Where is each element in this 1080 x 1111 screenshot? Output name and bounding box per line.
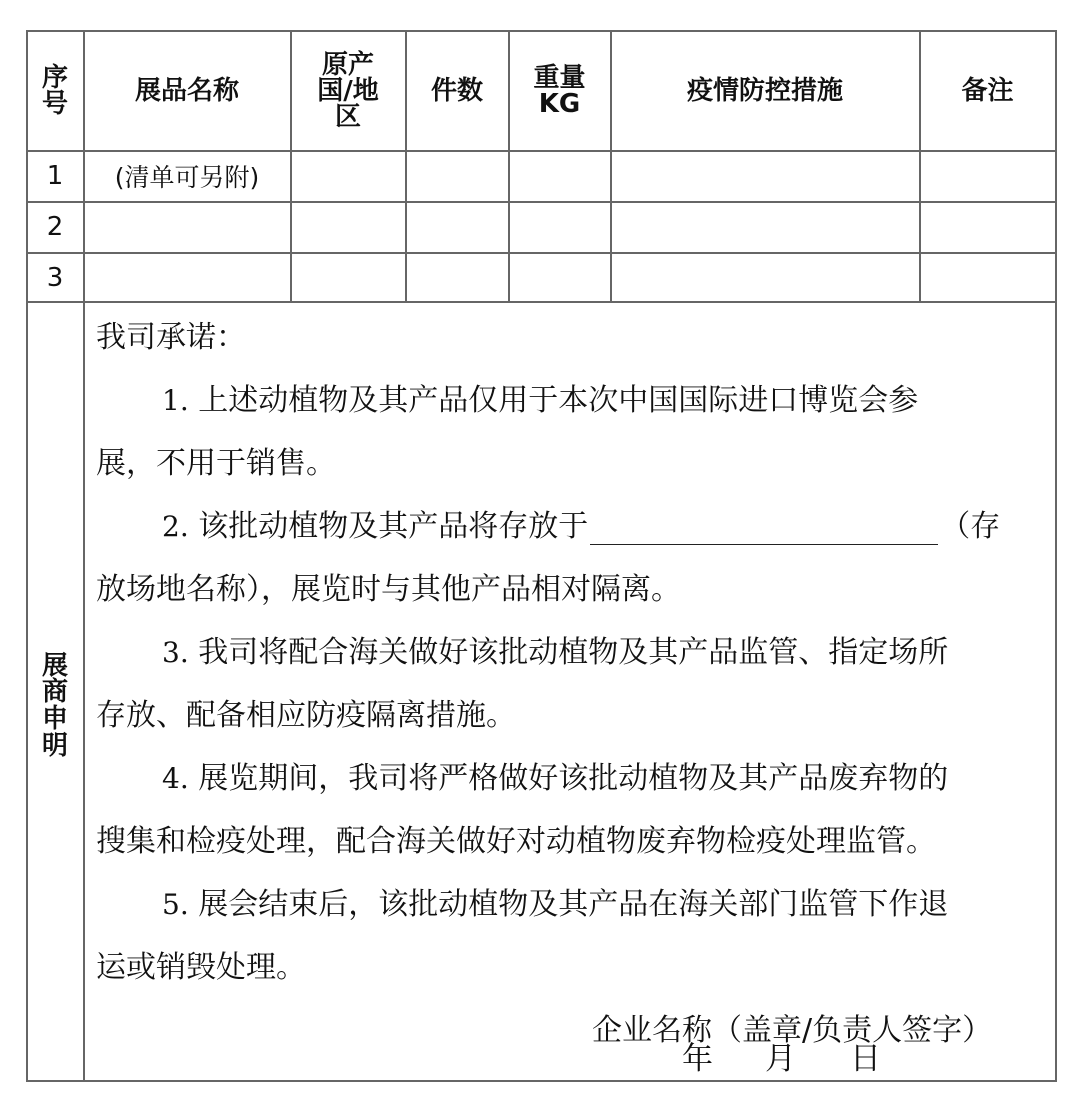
declaration-intro: 我司承诺： xyxy=(96,320,246,355)
table-border-right xyxy=(1055,30,1057,1082)
header-measures: 疫情防控措施 xyxy=(686,75,843,106)
item-text: 展会结束后，该批动植物及其产品在海关部门监管下作退 xyxy=(198,887,949,922)
header-origin: 原产 国/地 区 xyxy=(317,49,379,132)
declaration-label: 展 商 申 明 xyxy=(41,650,68,761)
date-month: 月 xyxy=(765,1041,796,1077)
declaration-item-4-line2: 搜集和检疫处理，配合海关做好对动植物废弃物检疫处理监管。 xyxy=(96,824,936,859)
date-day: 日 xyxy=(850,1041,881,1077)
row-divider xyxy=(26,252,1057,254)
declaration-item-2-line2: 放场地名称），展览时与其他产品相对隔离。 xyxy=(96,572,681,607)
row-divider xyxy=(26,301,1057,303)
table-row-seq: 1 xyxy=(46,161,64,191)
date-year: 年 xyxy=(682,1041,713,1077)
item-number: 4. xyxy=(162,762,189,795)
table-row-seq: 3 xyxy=(46,262,64,293)
item-number: 1. xyxy=(162,384,189,417)
storage-location-blank[interactable] xyxy=(590,514,938,545)
declaration-item-3-line2: 存放、配备相应防疫隔离措施。 xyxy=(96,698,516,733)
row-divider xyxy=(26,201,1057,203)
signature-line: 企业名称（盖章/负责人签字） xyxy=(592,1013,993,1048)
item-text: （存 xyxy=(940,509,1001,544)
declaration-item-5-line2: 运或销毁处理。 xyxy=(96,950,306,985)
header-remarks: 备注 xyxy=(961,75,1014,106)
header-weight: 重量 KG xyxy=(533,62,586,119)
item-number: 5. xyxy=(162,888,189,921)
item-text: 我司将配合海关做好该批动植物及其产品监管、指定场所 xyxy=(198,635,949,670)
table-row-name: (清单可另附) xyxy=(114,163,260,192)
item-number: 3. xyxy=(162,636,189,669)
header-count: 件数 xyxy=(430,75,483,106)
declaration-item-1-line1 xyxy=(96,375,1080,419)
item-text: 展览期间，我司将严格做好该批动植物及其产品废弃物的 xyxy=(198,761,949,796)
declaration-form xyxy=(26,30,1057,1082)
table-row-seq: 2 xyxy=(46,212,64,242)
declaration-item-2-line1 xyxy=(96,501,1080,545)
date-line xyxy=(682,1033,982,1078)
table-border-bottom xyxy=(26,1080,1057,1082)
item-text: 该批动植物及其产品将存放于 xyxy=(198,509,589,544)
item-number: 2. xyxy=(162,510,189,543)
header-name: 展品名称 xyxy=(134,75,239,106)
declaration-item-4-line1 xyxy=(96,753,1080,797)
declaration-item-5-line1 xyxy=(96,879,1080,923)
header-seq: 序 号 xyxy=(41,62,68,119)
declaration-item-1-line2: 展，不用于销售。 xyxy=(96,446,336,481)
item-text: 上述动植物及其产品仅用于本次中国国际进口博览会参 xyxy=(198,383,919,418)
declaration-item-3-line1 xyxy=(96,627,1080,671)
